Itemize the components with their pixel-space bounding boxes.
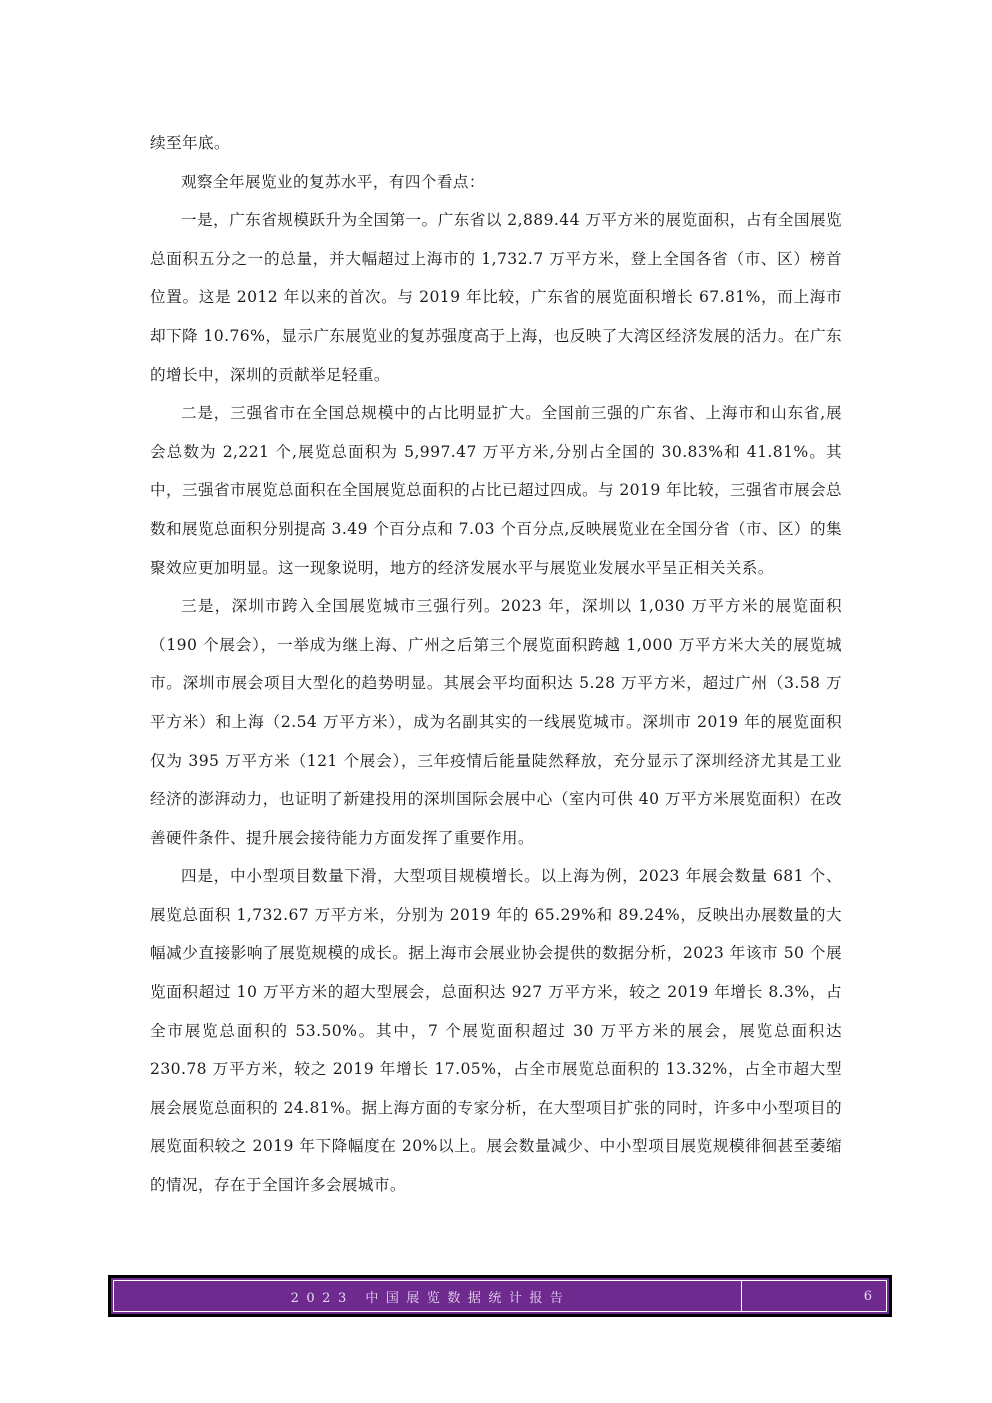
page-footer [108, 1275, 892, 1317]
footer-frame [113, 1280, 887, 1312]
paragraph-point-two: 二是，三强省市在全国总规模中的占比明显扩大。全国前三强的广东省、上海市和山东省,展会总数为 2,221 个,展览总面积为 5,997.47 万平方米,分别占全国的 30.83%和 41.81%。其中，三强省市展览总面积在全国展览总面积的占比已超过四成。与 2019 年比较，三强省市展会总数和展览总面积分别提高 3.49 个百分点和 7.03 个百分点,反映展览业在全国分省（市、区）的集聚效应更加明显。这一现象说明，地方的经济发展水平与展览业发展水平呈正相关关系。 [150, 404, 842, 577]
paragraph-intro: 观察全年展览业的复苏水平，有四个看点： [181, 172, 485, 191]
footer-report-title: 2023 中国展览数据统计报告 [114, 1281, 742, 1311]
paragraph-continuation: 续至年底。 [150, 134, 230, 152]
paragraph-point-one: 一是，广东省规模跃升为全国第一。广东省以 2,889.44 万平方米的展览面积，占有全国展览总面积五分之一的总量，并大幅超过上海市的 1,732.7 万平方米，登上全国各省（市、区）榜首位置。这是 2012 年以来的首次。与 2019 年比较，广东省的展览面积增长 67.81%，而上海市却下降 10.76%，显示广东展览业的复苏强度高于上海，也反映了大湾区经济发展的活力。在广东的增长中，深圳的贡献举足轻重。 [150, 211, 842, 384]
paragraph-point-four: 四是，中小型项目数量下滑，大型项目规模增长。以上海为例，2023 年展会数量 681 个、展览总面积 1,732.67 万平方米，分别为 2019 年的 65.29%和 89.24%，反映出办展数量的大幅减少直接影响了展览规模的成长。据上海市会展业协会提供的数据分析，2023 年该市 50 个展览面积超过 10 万平方米的超大型展会，总面积达 927 万平方米，较之 2019 年增长 8.3%，占全市展览总面积的 53.50%。其中，7 个展览面积超过 30 万平方米的展会，展览总面积达 230.78 万平方米，较之 2019 年增长 17.05%，占全市展览总面积的 13.32%，占全市超大型展会展览总面积的 24.81%。据上海方面的专家分析，在大型项目扩张的同时，许多中小型项目的展览面积较之 2019 年下降幅度在 20%以上。展会数量减少、中小型项目展览规模徘徊甚至萎缩的情况，存在于全国许多会展城市。 [150, 867, 842, 1195]
report-body [150, 124, 842, 1205]
footer-page-number: 6 [863, 1288, 872, 1304]
paragraph-point-three: 三是，深圳市跨入全国展览城市三强行列。2023 年，深圳以 1,030 万平方米的展览面积（190 个展会），一举成为继上海、广州之后第三个展览面积跨越 1,000 万平方米大关的展览城市。深圳市展会项目大型化的趋势明显。其展会平均面积达 5.28 万平方米，超过广州（3.58 万平方米）和上海（2.54 万平方米），成为名副其实的一线展览城市。深圳市 2019 年的展览面积仅为 395 万平方米（121 个展会），三年疫情后能量陡然释放，充分显示了深圳经济尤其是工业经济的澎湃动力，也证明了新建投用的深圳国际会展中心（室内可供 40 万平方米展览面积）在改善硬件条件、提升展会接待能力方面发挥了重要作用。 [150, 597, 842, 847]
